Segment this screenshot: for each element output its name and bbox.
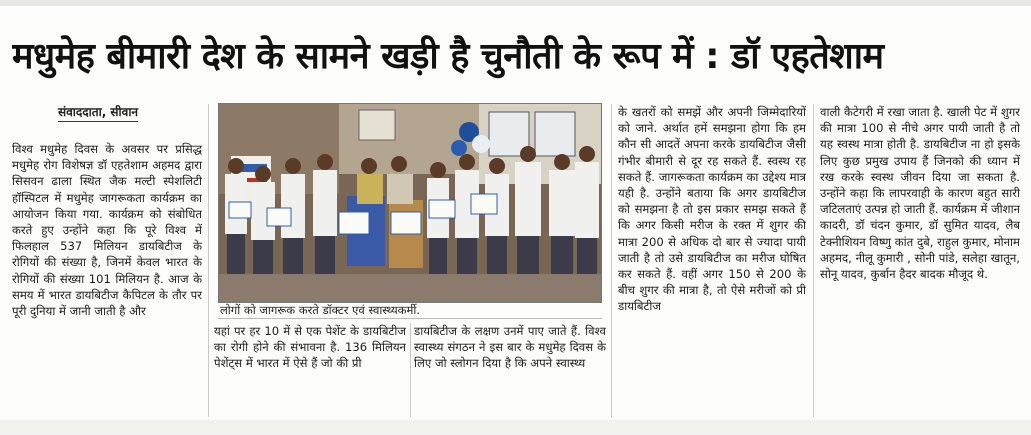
article-column-2	[214, 323, 406, 417]
photo-caption	[218, 302, 602, 319]
top-rule	[0, 0, 1031, 6]
article-column-4	[618, 104, 806, 417]
article-photo	[218, 103, 602, 303]
photo-caption-text: लोगों को जागरूक करते डॉक्टर एवं स्वास्थ्यकर्मी.	[220, 303, 421, 317]
article-column-5	[820, 104, 1020, 417]
group-photo-image	[219, 104, 601, 302]
column-divider	[611, 104, 612, 417]
column-3-text: डायबिटीज के लक्षण उनमें पाए जाते हैं. विश्व स्वास्थ्य संगठन ने इस बार के मधुमेह दिवस के लिए जो स्लोगन दिया है कि अपने स्वास्थ्य	[414, 324, 606, 371]
byline: संवाददाता, सीवान	[58, 104, 138, 122]
article-column-1	[12, 141, 202, 417]
column-5-text: वाली कैटेगरी में रखा जाता है. खाली पेट में शुगर की मात्रा 100 से नीचे अगर पायी जाती है तो यह स्वस्थ मात्रा होती है. डायबिटीज ना हो इसके लिए कुछ प्रमुख उपाय हैं जिनको की ध्यान में रख करके स्वस्थ जीवन दिया जा सकता है. उन्होंने कहा कि लापरवाही के कारण बहुत सारी जटिलताएं उत्पन्न हो जाती हैं. कार्यक्रम में जीशान कादरी, डॉ चंदन कुमार, डॉ सुमित यादव, लैब टेक्नीशियन विष्णु कांत दुबे, राहुल कुमार, मोनाम अहमद, नीलू कुमारी , सोनी पांडे, सलेहा खातून, सोनू यादव, कुर्बान हैदर बादक मौजूद थे.	[820, 105, 1020, 282]
column-divider	[208, 104, 209, 417]
column-divider	[410, 323, 411, 417]
column-divider	[813, 104, 814, 417]
column-4-text: के खतरों को समझें और अपनी जिम्मेदारियों को जाने. अर्थात हमें समझना होगा कि हम कौन सी आदतें अपना करके डायबिटीज जैसी गंभीर बीमारी से दूर रह सकते हैं. स्वस्थ रह सकते हैं. जागरूकता कार्यक्रम का उद्देश्य मात्र यही है. उन्होंने बताया कि अगर डायबिटीज को समझना है तो इस प्रकार समझ सकते हैं कि अगर किसी मरीज के रक्त में शुगर की मात्रा 200 से अधिक दो बार से ज्यादा पायी जाती है तो उसे डायबिटीज का मरीज घोषित कर सकते हैं. वहीं अगर 150 से 200 के बीच शुगर की मात्रा है, तो ऐसे मरीजों को प्री डायबिटीज	[618, 105, 806, 314]
page-bottom-edge	[0, 420, 1031, 435]
article-column-3	[414, 323, 606, 417]
headline: मधुमेह बीमारी देश के सामने खड़ी है चुनौती के रूप में : डॉ एहतेशाम	[12, 36, 884, 77]
column-2-text: यहां पर हर 10 में से एक पेशेंट के डायबिटीज का रोगी होने की संभावना है. 136 मिलियन पेशेंट्स में भारत में ऐसे हैं जो की प्री	[214, 324, 406, 371]
column-1-text: विश्व मधुमेह दिवस के अवसर पर प्रसिद्ध मधुमेह रोग विशेषज्ञ डॉ एहतेशाम अहमद द्वारा सिसवन ढाला स्थित जैक मल्टी स्पेशलिटी हॉस्पिटल में मधुमेह जागरूकता कार्यक्रम का आयोजन किया गया. कार्यक्रम को संबोधित करते हुए उन्होंने कहा कि पूरे विश्व में फिलहाल 537 मिलियन डायबिटीज के रोगियों की संख्या है, जिनमें केवल भारत के रोगियों की संख्या 101 मिलियन है. आज के समय में भारत डायबिटीज कैपिटल के तौर पर पूरी दुनिया में जानी जाती है और	[12, 142, 202, 319]
